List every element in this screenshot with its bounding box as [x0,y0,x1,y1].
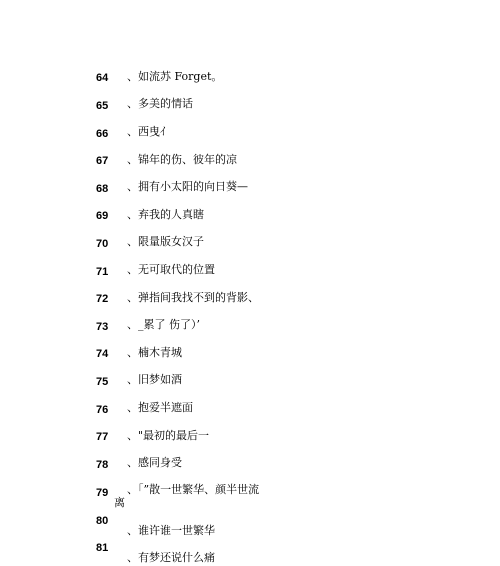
entry-number: 73 [96,321,109,333]
entry-text: 、西曳ｲ [127,125,166,138]
entry-number: 76 [96,404,109,416]
entry-text: 、「”散一世繁华、颜半世流 [127,483,260,496]
entry-number: 71 [96,266,109,278]
entry-number: 75 [96,376,109,388]
entry-text: 、弹指间我找不到的背影、 [127,291,259,304]
entry-number: 70 [96,238,109,250]
entry-text: 、弃我的人真瞎 [127,208,204,221]
entry-number: 69 [96,210,109,222]
entry-number: 80 [96,515,109,527]
entry-text: 、谁许谁一世繁华 [127,524,215,537]
entry-number: 79 [96,487,109,499]
entry-text: 、_累了 伤了）’ [127,318,200,331]
entry-number: 77 [96,431,109,443]
entry-text: 、有梦还说什么痛 [127,551,215,564]
entry-number: 64 [96,72,109,84]
entry-text: 、感同身受 [127,456,182,469]
entry-number: 74 [96,348,109,360]
entry-text: 、无可取代的位置 [127,263,215,276]
entry-number: 78 [96,459,109,471]
entry-number: 72 [96,293,109,305]
entry-text: 、"最初的最后一 [127,429,210,442]
entry-number: 81 [96,542,109,554]
entry-text: 、楠木青城 [127,346,182,359]
entry-text: 、旧梦如酒 [127,373,182,386]
entry-number: 66 [96,128,109,140]
entry-text: 、锦年的伤、彼年的凉 [127,153,237,166]
entry-text: 、限量版女汉子 [127,235,204,248]
entry-text-continuation: 离 [114,496,125,509]
entry-text: 、抱爱半遮面 [127,401,193,414]
entry-number: 67 [96,155,109,167]
entry-text: 、多美的情话 [127,97,193,110]
entry-number: 68 [96,183,109,195]
entry-text: 、如流苏 Forget。 [127,70,223,83]
entry-text: 、拥有小太阳的向日葵— [127,180,248,193]
entry-number: 65 [96,100,109,112]
